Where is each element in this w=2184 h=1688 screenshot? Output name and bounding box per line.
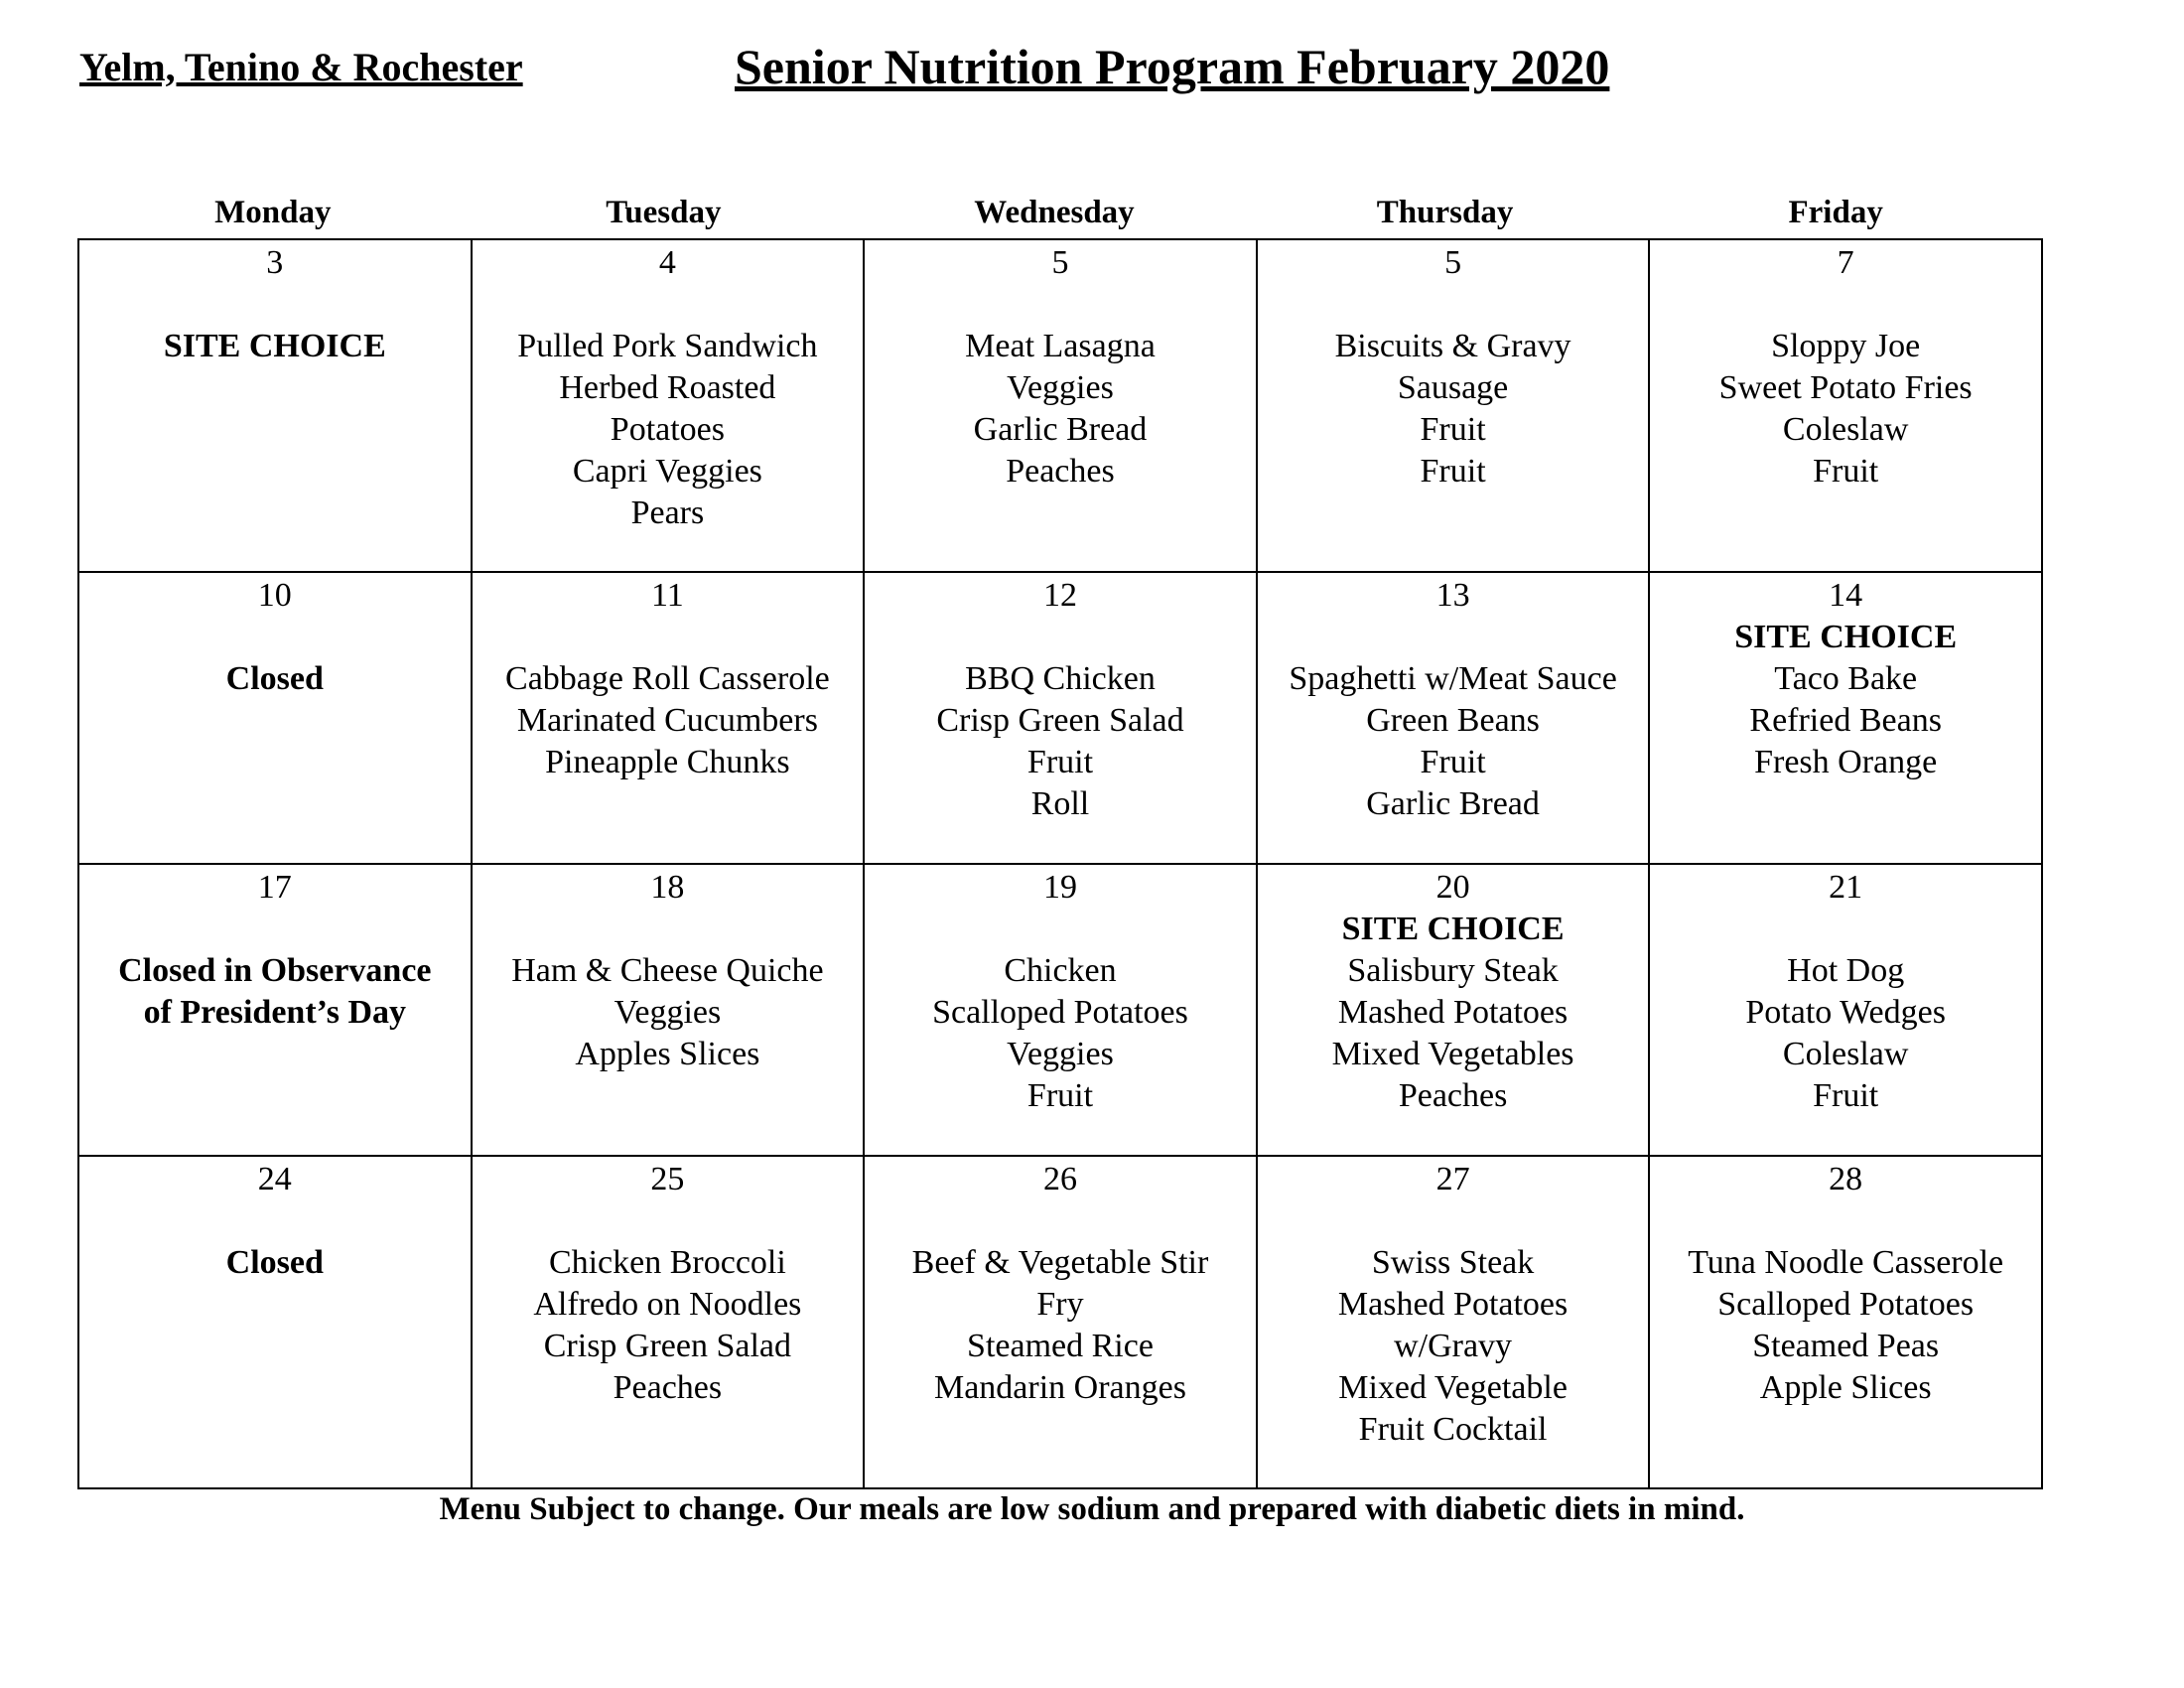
day-cell bbox=[78, 1156, 472, 1488]
menu-item: Herbed Roasted bbox=[559, 369, 776, 406]
menu-item: Veggies bbox=[1007, 369, 1114, 406]
day-date: 19 bbox=[1042, 869, 1077, 906]
day-cell bbox=[864, 1156, 1257, 1488]
menu-item: BBQ Chicken bbox=[965, 660, 1156, 697]
menu-item: Coleslaw bbox=[1782, 1036, 1909, 1072]
menu-item: Potato Wedges bbox=[1745, 994, 1946, 1031]
day-cell bbox=[472, 1156, 865, 1488]
menu-item: Fruit bbox=[1026, 744, 1094, 780]
menu-item: Apples Slices bbox=[575, 1036, 760, 1072]
day-date: 26 bbox=[1042, 1161, 1077, 1197]
menu-item: Chicken Broccoli bbox=[548, 1244, 786, 1281]
day-date: 5 bbox=[1051, 244, 1069, 281]
day-cell bbox=[1649, 572, 2042, 864]
day-cell bbox=[864, 572, 1257, 864]
day-notice: SITE CHOICE bbox=[163, 328, 386, 364]
day-cell bbox=[1257, 572, 1650, 864]
menu-item: Mashed Potatoes bbox=[1337, 994, 1569, 1031]
menu-item: Peaches bbox=[1006, 453, 1115, 490]
menu-item: Sweet Potato Fries bbox=[1718, 369, 1973, 406]
menu-item: Fruit bbox=[1420, 453, 1486, 490]
day-cell bbox=[864, 864, 1257, 1156]
menu-item: Marinated Cucumbers bbox=[516, 702, 818, 739]
day-cell bbox=[472, 864, 865, 1156]
week-row bbox=[78, 572, 2042, 864]
menu-item: Garlic Bread bbox=[1366, 785, 1540, 822]
menu-item: Veggies bbox=[1007, 1036, 1114, 1072]
location-heading: Yelm, Tenino & Rochester bbox=[79, 45, 523, 89]
day-date: 25 bbox=[650, 1161, 685, 1197]
footer-note: Menu Subject to change. Our meals are low sodium and prepared with diabetic diets in mind. bbox=[439, 1491, 1745, 1527]
menu-item: Taco Bake bbox=[1774, 660, 1918, 697]
menu-item: Mashed Potatoes bbox=[1337, 1286, 1569, 1323]
day-date: 5 bbox=[1444, 244, 1462, 281]
day-date: 3 bbox=[266, 244, 284, 281]
menu-item: Roll bbox=[1030, 785, 1090, 822]
menu-item: Salisbury Steak bbox=[1347, 952, 1559, 989]
menu-calendar bbox=[77, 238, 2043, 1489]
menu-item: Fruit bbox=[1420, 744, 1486, 780]
day-cell bbox=[472, 572, 865, 864]
week-row bbox=[78, 1156, 2042, 1488]
day-header-monday: Monday bbox=[214, 195, 332, 230]
day-date: 4 bbox=[658, 244, 676, 281]
day-cell bbox=[1257, 864, 1650, 1156]
day-header-friday: Friday bbox=[1788, 195, 1883, 230]
day-date: 28 bbox=[1829, 1161, 1863, 1197]
day-cell bbox=[1649, 864, 2042, 1156]
menu-item: Fruit bbox=[1813, 1077, 1879, 1114]
day-notice: Closed bbox=[225, 1244, 324, 1281]
menu-item: Fresh Orange bbox=[1754, 744, 1938, 780]
day-cell bbox=[864, 239, 1257, 572]
day-date: 7 bbox=[1837, 244, 1854, 281]
menu-item: Fruit Cocktail bbox=[1358, 1411, 1548, 1448]
menu-item: Peaches bbox=[613, 1369, 723, 1406]
day-header-thursday: Thursday bbox=[1376, 195, 1514, 230]
day-header-wednesday: Wednesday bbox=[974, 195, 1135, 230]
menu-item: Alfredo on Noodles bbox=[533, 1286, 802, 1323]
day-date: 12 bbox=[1042, 577, 1077, 614]
menu-item: Capri Veggies bbox=[572, 453, 762, 490]
menu-item: Crisp Green Salad bbox=[543, 1328, 792, 1364]
day-notice: SITE CHOICE bbox=[1734, 619, 1958, 655]
day-cell bbox=[78, 239, 472, 572]
day-cell bbox=[1649, 1156, 2042, 1488]
day-header-tuesday: Tuesday bbox=[606, 195, 722, 230]
menu-item: Sausage bbox=[1397, 369, 1509, 406]
menu-item: Apple Slices bbox=[1759, 1369, 1932, 1406]
menu-item: Veggies bbox=[614, 994, 722, 1031]
menu-item: Beef & Vegetable Stir bbox=[911, 1244, 1209, 1281]
menu-item: Coleslaw bbox=[1782, 411, 1909, 448]
menu-item: Pulled Pork Sandwich bbox=[517, 328, 818, 364]
day-date: 21 bbox=[1829, 869, 1863, 906]
menu-item: Steamed Peas bbox=[1752, 1328, 1940, 1364]
menu-item: Potatoes bbox=[610, 411, 725, 448]
day-cell bbox=[1649, 239, 2042, 572]
day-notice: of President’s Day bbox=[143, 994, 406, 1031]
menu-item: Spaghetti w/Meat Sauce bbox=[1289, 660, 1617, 697]
menu-item: Hot Dog bbox=[1787, 952, 1905, 989]
menu-item: Mixed Vegetables bbox=[1331, 1036, 1574, 1072]
day-date: 10 bbox=[257, 577, 292, 614]
day-notice: Closed bbox=[225, 660, 324, 697]
day-date: 11 bbox=[651, 577, 684, 614]
menu-item: Pineapple Chunks bbox=[545, 744, 790, 780]
menu-item: Scalloped Potatoes bbox=[932, 994, 1188, 1031]
menu-item: Tuna Noodle Casserole bbox=[1688, 1244, 2004, 1281]
weekday-header bbox=[77, 195, 2031, 231]
day-date: 27 bbox=[1435, 1161, 1470, 1197]
day-date: 20 bbox=[1435, 869, 1470, 906]
week-row bbox=[78, 239, 2042, 572]
menu-item: Ham & Cheese Quiche bbox=[511, 952, 824, 989]
day-cell bbox=[78, 864, 472, 1156]
day-cell bbox=[1257, 239, 1650, 572]
menu-item: Meat Lasagna bbox=[965, 328, 1156, 364]
menu-item: Peaches bbox=[1398, 1077, 1508, 1114]
menu-item: Mandarin Oranges bbox=[933, 1369, 1186, 1406]
menu-item: Steamed Rice bbox=[967, 1328, 1154, 1364]
menu-item: Chicken bbox=[1004, 952, 1117, 989]
menu-item: Refried Beans bbox=[1749, 702, 1942, 739]
day-notice: SITE CHOICE bbox=[1341, 911, 1565, 947]
menu-item: Mixed Vegetable bbox=[1338, 1369, 1568, 1406]
menu-item: Sloppy Joe bbox=[1771, 328, 1921, 364]
menu-item: Fruit bbox=[1813, 453, 1879, 490]
menu-item: Scalloped Potatoes bbox=[1717, 1286, 1975, 1323]
day-date: 13 bbox=[1435, 577, 1470, 614]
menu-item: Biscuits & Gravy bbox=[1334, 328, 1571, 364]
page-title: Senior Nutrition Program February 2020 bbox=[735, 39, 1610, 94]
menu-item: Green Beans bbox=[1366, 702, 1540, 739]
menu-item: Garlic Bread bbox=[973, 411, 1148, 448]
day-cell bbox=[472, 239, 865, 572]
menu-item: Swiss Steak bbox=[1371, 1244, 1535, 1281]
day-date: 18 bbox=[650, 869, 685, 906]
menu-item: Crisp Green Salad bbox=[936, 702, 1184, 739]
week-row bbox=[78, 864, 2042, 1156]
menu-item: Fruit bbox=[1026, 1077, 1094, 1114]
menu-item: Fry bbox=[1036, 1286, 1084, 1323]
menu-item: Pears bbox=[630, 494, 705, 531]
day-date: 17 bbox=[257, 869, 292, 906]
day-date: 14 bbox=[1829, 577, 1863, 614]
day-notice: Closed in Observance bbox=[118, 952, 432, 989]
menu-item: Fruit bbox=[1420, 411, 1486, 448]
day-cell bbox=[1257, 1156, 1650, 1488]
menu-item: w/Gravy bbox=[1394, 1328, 1513, 1364]
day-cell bbox=[78, 572, 472, 864]
menu-item: Cabbage Roll Casserole bbox=[505, 660, 830, 697]
day-date: 24 bbox=[257, 1161, 292, 1197]
